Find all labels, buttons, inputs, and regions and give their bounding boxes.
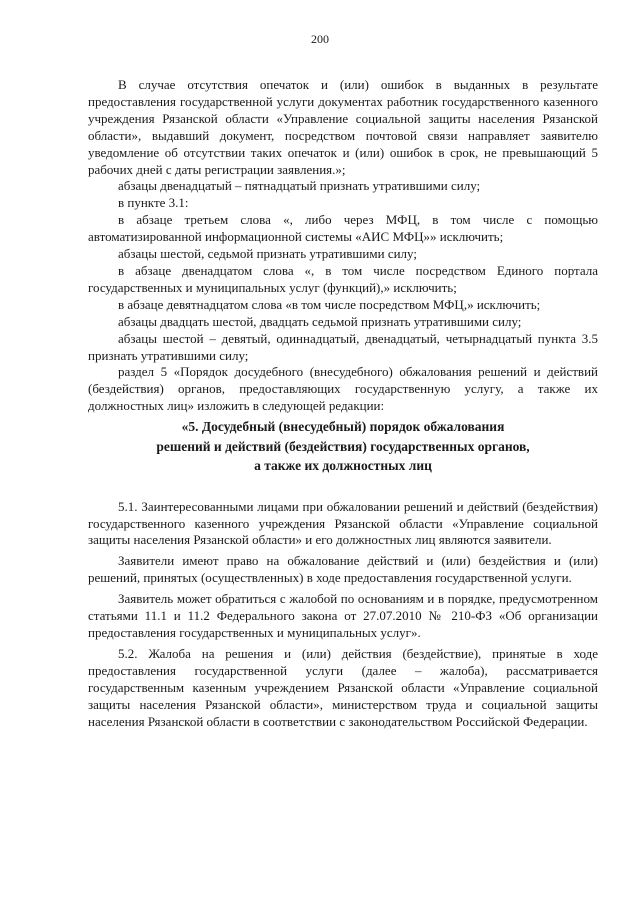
paragraph-amendment: абзацы шестой, седьмой признать утратившими силу;	[118, 246, 417, 262]
paragraph-amendment: в пункте 3.1:	[118, 195, 189, 211]
paragraph-clause-5-2: 5.2. Жалоба на решения и (или) действия (бездействие), принятые в ходе предоставления государственной услуги (далее – жалоба), рассматривается государственным казенным учреждением Рязанской области «Управление социальной защиты населения Рязанской области», министерством труда и социальной защиты населения Рязанской области в соответствии с законодательством Российской Федерации.	[88, 645, 598, 729]
paragraph-amendment: в абзаце третьем слова «, либо через МФЦ, в том числе с помощью автоматизированной информационной системы «АИС МФЦ»» исключить;	[88, 212, 598, 245]
section-heading-line: решений и действий (бездействия) государственных органов,	[156, 438, 530, 454]
paragraph-amendment: раздел 5 «Порядок досудебного (внесудебного) обжалования решений и действий (бездействия) органов, предоставляющих государственную услугу, а также их должностных лиц» изложить в следующей редакции:	[88, 364, 598, 414]
section-heading-line: «5. Досудебный (внесудебный) порядок обжалования	[181, 419, 505, 435]
paragraph-amendment: абзацы двадцать шестой, двадцать седьмой признать утратившими силу;	[118, 313, 522, 329]
document-body	[88, 77, 598, 730]
section-heading-line: а также их должностных лиц	[254, 458, 432, 474]
paragraph-applicant-rights: Заявители имеют право на обжалование действий и (или) бездействия и (или) решений, принятых (осуществленных) в ходе предоставления государственной услуги.	[88, 553, 598, 586]
paragraph-amendment: в абзаце двенадцатом слова «, в том числе посредством Единого портала государственных и муниципальных услуг (функций),» исключить;	[88, 262, 598, 295]
paragraph-typo-absence-notice: В случае отсутствия опечаток и (или) ошибок в выданных в результате предоставления государственной услуги документах работник государственного казенного учреждения Рязанской области «Управление социальной защиты населения Рязанской области», выдавший документ, посредством почтовой связи направляет заявителю уведомление об отсутствии таких опечаток и (или) ошибок в срок, не превышающий 5 рабочих дней с даты регистрации заявления.»;	[88, 77, 598, 177]
paragraph-amendment: в абзаце девятнадцатом слова «в том числе посредством МФЦ,» исключить;	[118, 296, 541, 312]
paragraph-clause-5-1: 5.1. Заинтересованными лицами при обжаловании решений и действий (бездействия) государственного казенного учреждения Рязанской области «Управление социальной защиты населения Рязанской области» и его должностных лиц являются заявители.	[88, 498, 598, 548]
paragraph-complaint-grounds: Заявитель может обратиться с жалобой по основаниям и в порядке, предусмотренном статьями 11.1 и 11.2 Федерального закона от 27.07.2010 № 210-ФЗ «Об организации предоставления государственных и муниципальных услуг».	[88, 591, 598, 640]
page-number: 200	[311, 32, 329, 46]
section-heading	[88, 417, 598, 476]
paragraph-amendment: абзацы двенадцатый – пятнадцатый признать утратившими силу;	[118, 178, 481, 194]
paragraph-amendment: абзацы шестой – девятый, одиннадцатый, двенадцатый, четырнадцатый пункта 3.5 признать утратившими силу;	[88, 330, 598, 363]
